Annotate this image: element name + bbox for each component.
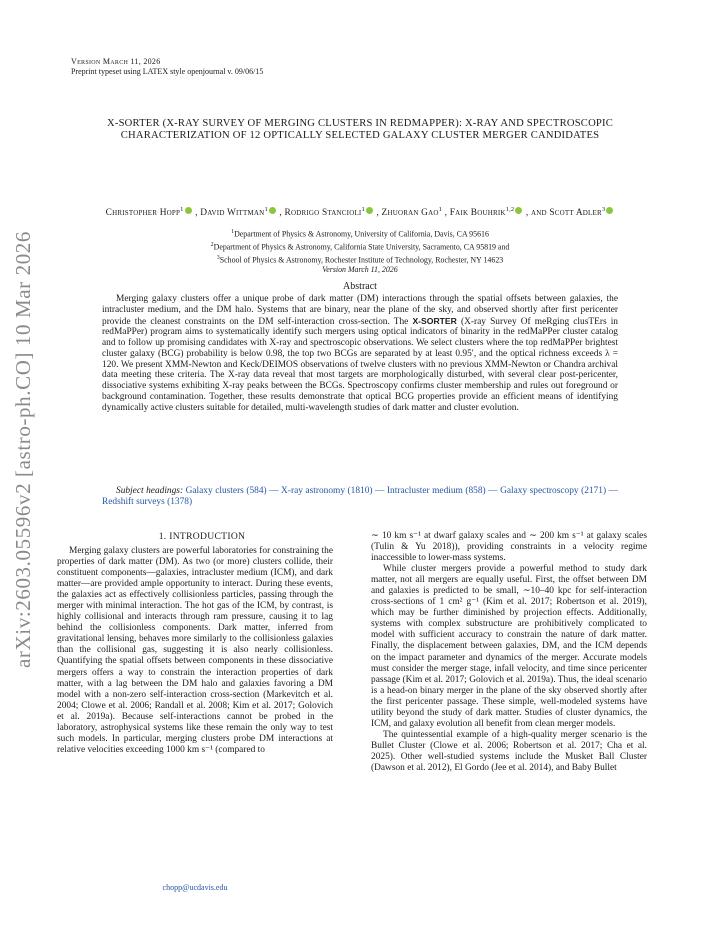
abstract-part-2: (X-ray Survey Of meRging clusTErs in redMaPPer) program aims to systematically identify such mergers using optical indicators of binarity in the redMaPPer cluster catalog and to follow up promising candidates with X-ray and spectroscopic observations. We select clusters where the top redMaPPer brightest cluster galaxy (BCG) probability is below 0.98, the top two BCGs are separated by at least 0.95′, and the optical richness exceeds λ = 120. We present XMM-Newton and Keck/DEIMOS observations of twelve clusters with no previous XMM-Newton or Chandra archival data meeting these criteria. The X-ray data reveal that most targets are morphologically disturbed, with several clear post-pericenter, dissociative systems exhibiting X-ray peaks between the BCGs. Spectroscopy confirms cluster membership and rules out foreground or background contamination. Together, these results demonstrate that optical BCG properties provide an efficient means of identifying dynamically active clusters suitable for detailed, multi-wavelength studies of dark matter and cluster evolution.	[102, 316, 618, 413]
running-header	[71, 57, 263, 77]
subject-label: Subject headings:	[116, 486, 184, 496]
arxiv-id: arXiv:2603.05596v2 [astro-ph.CO] 10 Mar 2026	[11, 230, 35, 668]
author-name: Zhuoran Gao	[381, 208, 439, 219]
email-link[interactable]: chopp@ucdavis.edu	[162, 883, 228, 892]
author-affil-mark: 3	[601, 206, 606, 213]
orcid-icon[interactable]	[366, 207, 373, 214]
affiliation-line: $^3$School of Physics & Astronomy, Rochester Institute of Technology, Rochester, NY 14623	[216, 254, 504, 265]
date-line: Version March 11, 2026	[322, 265, 398, 275]
intro-paragraph-1: Merging galaxy clusters are powerful laboratories for constraining the properties of dark matter (DM). As two (or more) clusters collide, their constituent components—galaxies, intracluster medium (ICM), and dark matter—are provided ample opportunity to interact. During these events, the galaxies act as effectively collisionless particles, passing through the merger with minimal interaction. The hot gas of the ICM, by contrast, is highly collisional and interacts through ram pressure, causing it to lag behind the collisionless components. Dark matter, inferred from gravitational lensing, behaves more similarly to the collisionless galaxies than the collisional gas, suggesting it is also nearly collisionless. Quantifying the spatial offsets between components in these dissociative mergers offers a way to constrain the interaction properties of dark matter, with a lag between the DM halo and galaxies favoring a DM model with a non-zero self-interaction cross-section (Markevitch et al. 2004; Clowe et al. 2006; Randall et al. 2008; Kim et al. 2017; Golovich et al. 2019a). Because self-interactions cannot be probed in the laboratory, astrophysical systems like these remain the only way to test such models. In particular, merging clusters probe DM interactions at relative velocities exceeding 1000 km s⁻¹ (compared to	[57, 546, 333, 755]
affiliation-mark: 1	[231, 229, 235, 235]
section-heading: 1. INTRODUCTION	[158, 531, 246, 542]
affiliation-mark: 3	[216, 254, 220, 261]
author-name: Faik Bouhrik	[449, 208, 506, 219]
orcid-icon[interactable]	[185, 207, 192, 214]
version-line: Version March 11, 2026	[71, 57, 161, 66]
orcid-icon[interactable]	[515, 207, 522, 214]
author-affil-mark: 1	[361, 206, 365, 213]
preprint-line: Preprint typeset using LATEX style openjournal v. 09/06/15	[71, 67, 264, 76]
abstract-heading: Abstract	[343, 281, 377, 292]
author-name: Scott Adler	[549, 208, 602, 219]
abstract-part-1: Merging galaxy clusters offer a unique probe of dark matter (DM) interactions through the spatial offsets between galaxies, the intracluster medium, and the DM halo. Systems that are binary, near the plane of the sky, and observed shortly after first pericenter provide the cleanest constraints on the DM self-interaction cross-section. The	[102, 294, 618, 327]
intro-paragraph-2: While cluster mergers provide a powerful method to study dark matter, not all mergers are equally useful. First, the offset between DM and galaxies is predicted to be small, ∼10–40 kpc for self-interaction cross-sections of 1 cm² g⁻¹ (Kim et al. 2017; Robertson et al. 2019), which may be further diminished by projection effects. Additionally, systems with complex substructure are prohibitively complicated to model with sufficient accuracy to constrain the nature of dark matter. Finally, the displacement between galaxies, DM, and the ICM depends on the impact parameter and dynamics of the merger. Accurate models must consider the merger stage, infall velocity, and time since pericenter passage (Kim et al. 2017; Golovich et al. 2019a). Thus, the ideal scenario is a head-on binary merger in the plane of the sky observed shortly after the first pericenter passage. These simple, well-modeled systems have utility beyond the study of dark matter. Studies of cluster dynamics, the ICM, and galaxy evolution all benefit from clean merger models.	[371, 564, 647, 729]
orcid-icon[interactable]	[606, 207, 613, 214]
intro-paragraph-1-cont: ∼ 10 km s⁻¹ at dwarf galaxy scales and ∼ 200 km s⁻¹ at galaxy scales (Tulin & Yu 2018)), providing constraints in a velocity regime inaccessible to lower-mass systems.	[371, 531, 647, 564]
orcid-icon[interactable]	[269, 207, 276, 214]
author-affil-mark: 1	[264, 206, 268, 213]
author-name: Christopher Hopp	[105, 208, 181, 219]
subject-headings	[102, 486, 618, 508]
author-affil-mark: 1,2	[505, 206, 515, 213]
author-affil-mark: 1	[438, 206, 443, 213]
abstract	[102, 294, 618, 413]
affiliation-mark: 2	[210, 241, 214, 248]
author-list: Christopher Hopp$^1$ , David Wittman$^1$ , Rodrigo Stancioli$^1$ , Zhuoran Gao$^1$ , Faik Bouhrik$^{1,2}$ , and Scott Adler$^3$	[60, 204, 660, 219]
author-name: David Wittman	[200, 208, 265, 219]
paper-title: X-SORTER (X-RAY SURVEY OF MERGING CLUSTERS IN REDMAPPER): X-RAY AND SPECTROSCOPIC CHARACTERIZATION OF 12 OPTICALLY SELECTED GALAXY CLUSTER MERGER CANDIDATES	[106, 118, 614, 141]
affiliations	[60, 227, 660, 276]
arxiv-stamp	[8, 228, 36, 668]
left-column	[57, 546, 333, 756]
subject-list[interactable]: Galaxy clusters (584) — X-ray astronomy (1810) — Intracluster medium (858) — Galaxy spectroscopy (2171) — Redshift surveys (1378)	[102, 486, 618, 507]
right-column	[371, 531, 647, 774]
affiliation-line: $^2$Department of Physics & Astronomy, California State University, Sacramento, CA 95819 and	[210, 241, 510, 252]
affiliation-line: $^1$Department of Physics & Astronomy, University of California, Davis, CA 95616	[231, 229, 489, 239]
intro-paragraph-3: The quintessential example of a high-quality merger scenario is the Bullet Cluster (Clowe et al. 2006; Robertson et al. 2017; Cha et al. 2025). Other well-studied systems include the Musket Ball Cluster (Dawson et al. 2012), El Gordo (Jee et al. 2014), and Baby Bullet	[371, 729, 647, 773]
author-affil-mark: 1	[180, 206, 184, 213]
author-name: Rodrigo Stancioli	[284, 208, 362, 219]
abstract-bold: X-SORTER	[412, 315, 457, 326]
